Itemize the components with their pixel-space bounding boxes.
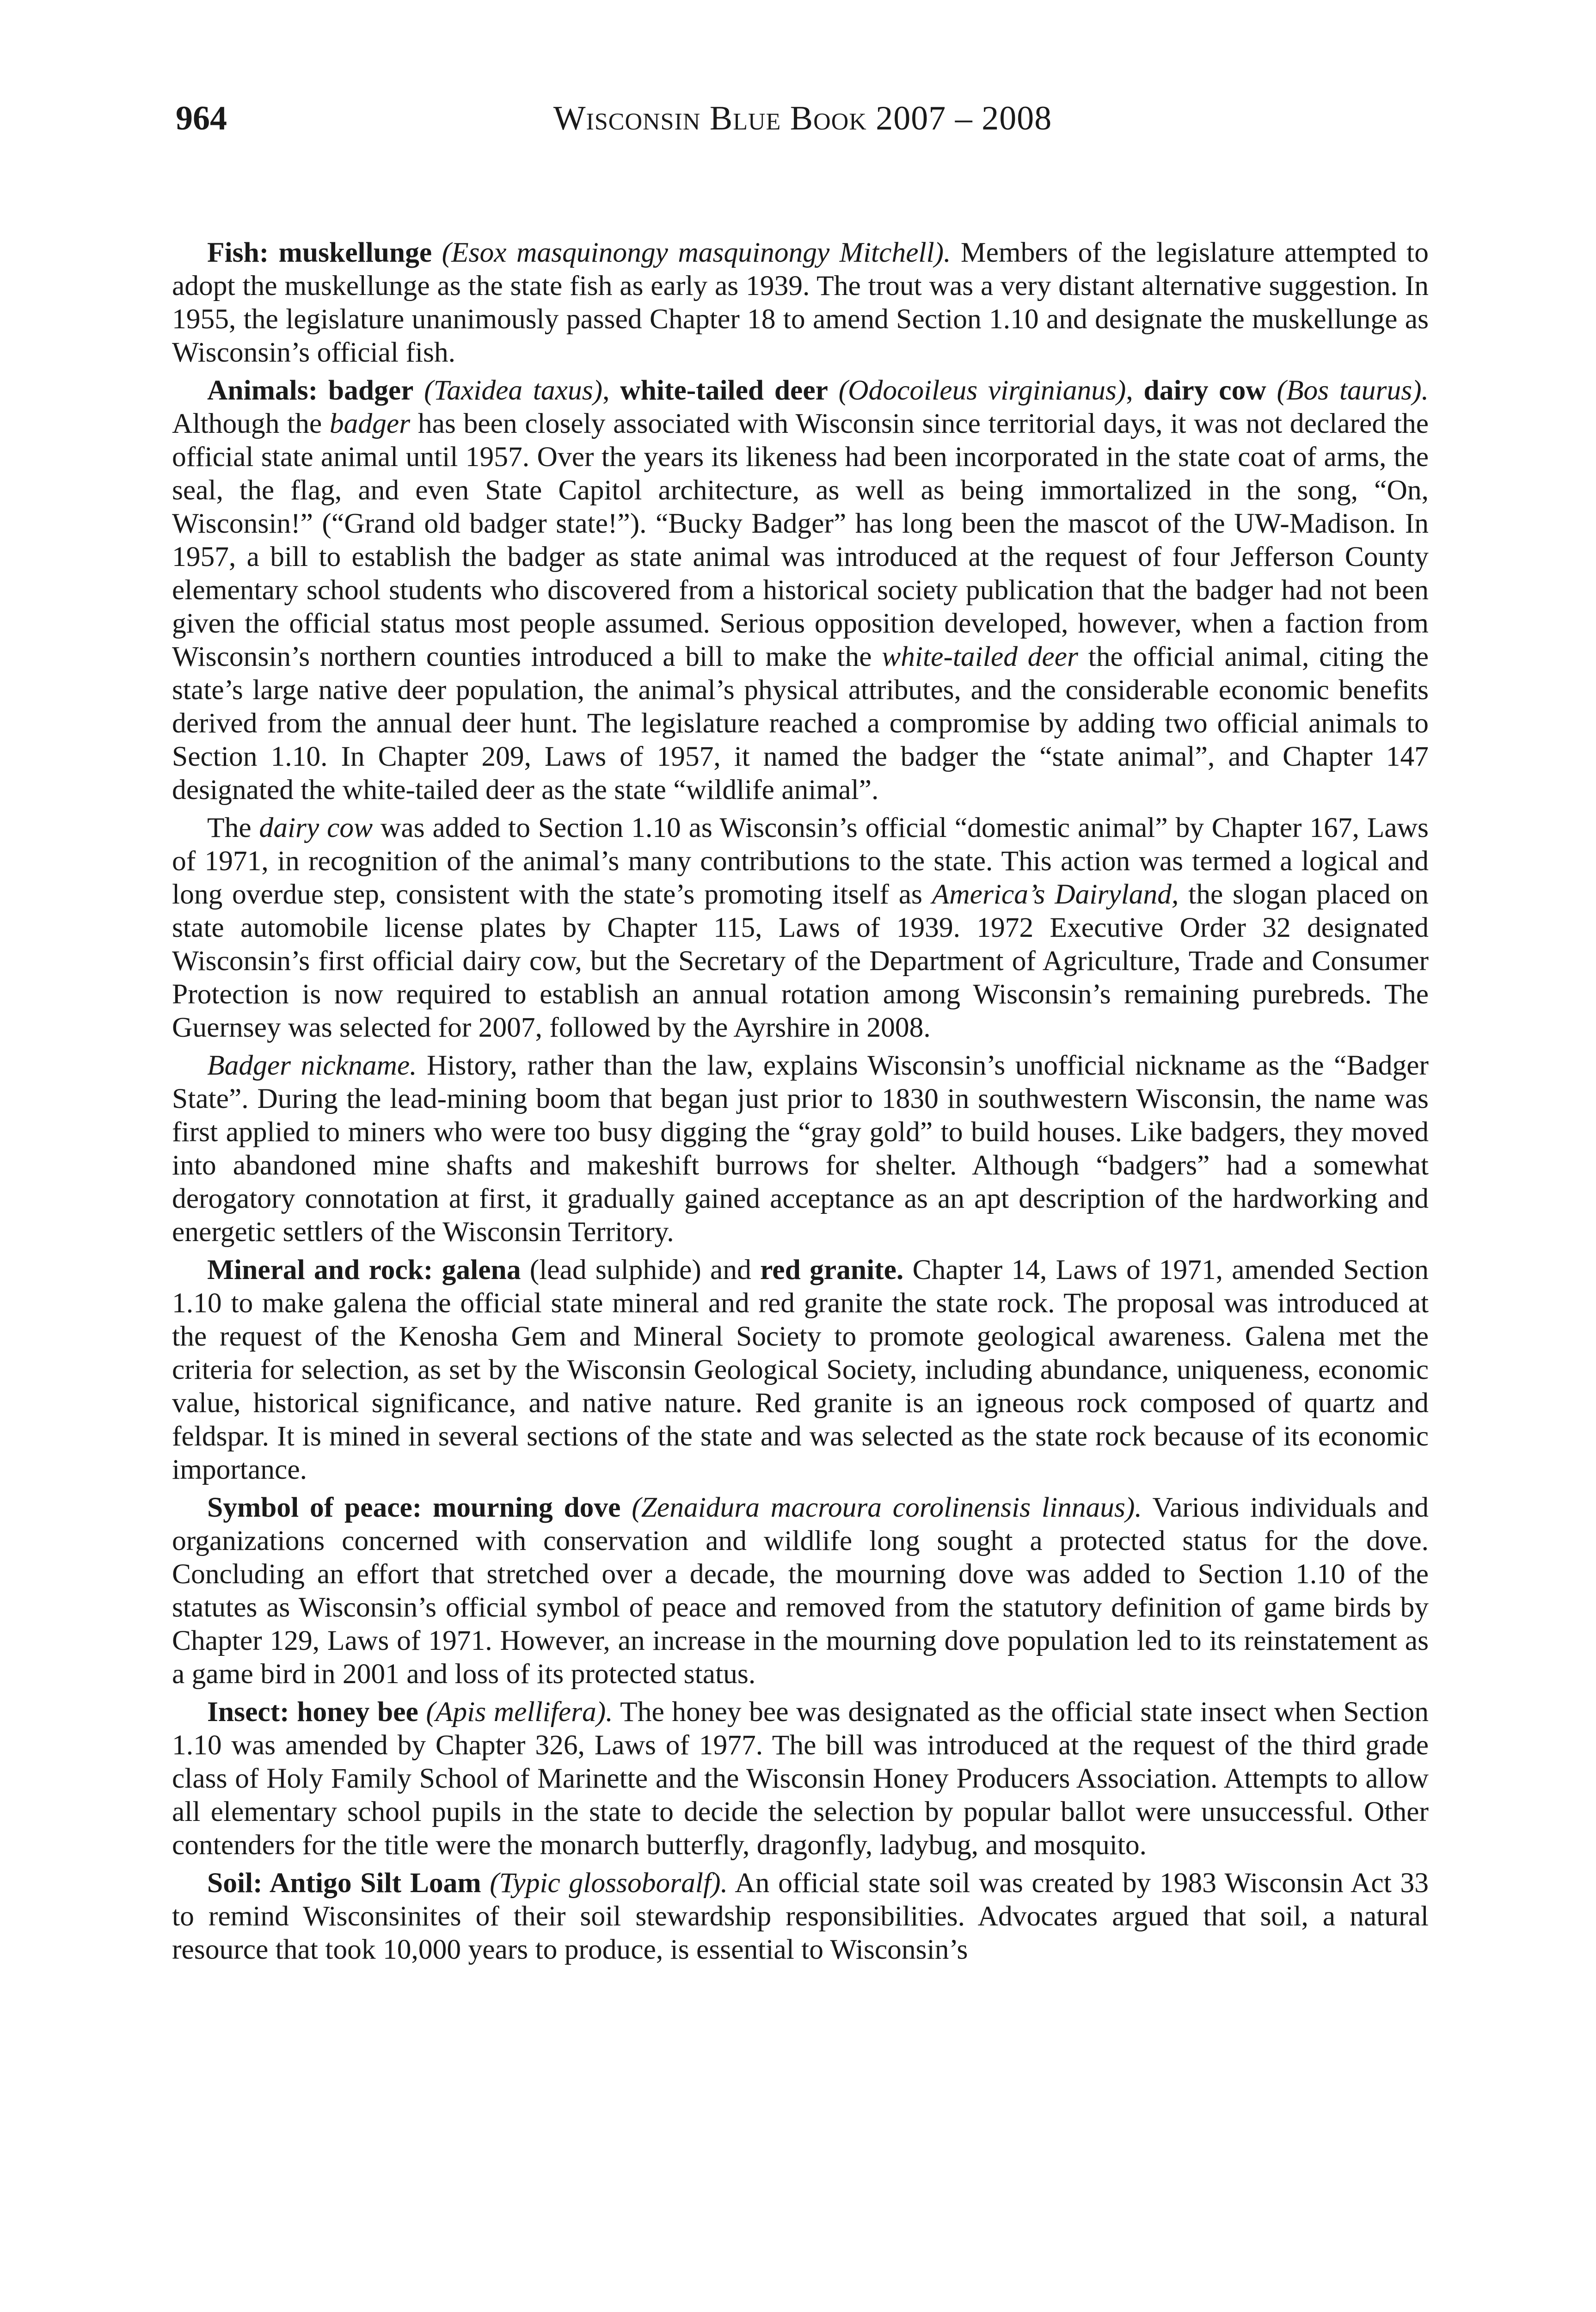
separator: , <box>602 375 620 406</box>
paragraph-fish <box>172 236 1429 369</box>
text-mineral-2: Chapter 14, Laws of 1971, amended Section 1.10 to make galena the official state mineral and red granite the state rock. The proposal was introduced at the request of the Kenosha Gem and Mineral Society to promote geological awareness. Galena met the criteria for selection, as set by the Wisconsin Geological Society, including abundance, uniqueness, economic value, historical significance, and native nature. Red granite is an igneous rock composed of quartz and feldspar. It is mined in several sections of the state and was selected as the state rock because of its economic importance. <box>172 1254 1429 1485</box>
text-dairy-3: the slogan placed on state automobile license plates by Chapter 115, Laws of 1939. 1972 Executive Order 32 designated Wisconsin’s first official dairy cow, but the Secretary of the Department of Agriculture, Trade and Consumer Protection is now required to establish an annual rotation among Wisconsin’s remaining purebreds. The Guernsey was selected for 2007, followed by the Ayrshire in 2008. <box>172 879 1429 1043</box>
heading-nickname: Badger nickname. <box>207 1050 417 1081</box>
separator: , <box>1126 375 1144 406</box>
running-head <box>176 91 1430 146</box>
heading-insect: Insect: honey bee <box>207 1696 418 1728</box>
text-animals-2: has been closely associated with Wisconsin since territorial days, it was not declared the official state animal until 1957. Over the years its likeness had been incorporated in the state coat of arms, the seal, the flag, and even State Capitol architecture, as well as being immortalized in the song, “On, Wisconsin!” (“Grand old badger state!”). “Bucky Badger” has long been the mascot of the UW-Madison. In 1957, a bill to establish the badger as state animal was introduced at the request of four Jefferson County elementary school students who discovered from a historical society publication that the badger had not been given the official status most people assumed. Serious opposition developed, however, when a faction from Wisconsin’s northern counties introduced a bill to make the <box>172 408 1429 672</box>
heading-deer: white-tailed deer <box>620 375 828 406</box>
paragraph-dairy-cow <box>172 811 1429 1044</box>
paragraph-animals <box>172 374 1429 806</box>
text-insect: The honey bee was designated as the official state insect when Section 1.10 was amended by Chapter 326, Laws of 1977. The bill was introduced at the request of the third grade class of Holy Family School of Marinette and the Wisconsin Honey Producers Association. Attempts to allow all elementary school pupils in the state to decide the selection by popular ballot were unsuccessful. Other contenders for the title were the monarch butterfly, dragonfly, ladybug, and mosquito. <box>172 1696 1429 1861</box>
italic-deer: white-tailed deer <box>882 641 1078 672</box>
paragraph-mineral <box>172 1253 1429 1486</box>
heading-soil: Soil: Antigo Silt Loam <box>207 1867 481 1899</box>
heading-peace: Symbol of peace: mourning dove <box>207 1492 621 1523</box>
paragraph-nickname <box>172 1049 1429 1248</box>
heading-animals: Animals: badger <box>207 375 414 406</box>
sci-name-cow: (Bos taurus). <box>1266 375 1429 406</box>
text-animals-1: Although the <box>172 408 330 439</box>
sci-name-fish: (Esox masquinongy masquinongy Mitchell). <box>432 237 951 268</box>
sci-name-bee: (Apis mellifera). <box>418 1696 613 1728</box>
text-nickname: History, rather than the law, explains Wisconsin’s unofficial nickname as the “Badger State”. During the lead-mining boom that began just prior to 1830 in southwestern Wisconsin, the name was first applied to miners who were too busy digging the “gray gold” to build houses. Like badgers, they moved into abandoned mine shafts and makeshift burrows for shelter. Although “badgers” had a somewhat derogatory connotation at first, it gradually gained acceptance as an apt description of the hardworking and energetic settlers of the Wisconsin Territory. <box>172 1050 1429 1248</box>
sci-name-dove: (Zenaidura macroura corolinensis linnaus). <box>620 1492 1142 1523</box>
heading-dairy-cow: dairy cow <box>1143 375 1266 406</box>
italic-dairy-cow: dairy cow <box>259 812 373 843</box>
sci-name-deer: (Odocoileus virginianus) <box>828 375 1126 406</box>
italic-slogan: America’s Dairyland, <box>932 879 1179 910</box>
text-peace: Various individuals and organizations concerned with conservation and wildlife long sought a protected status for the dove. Concluding an effort that stretched over a decade, the mourning dove was added to Section 1.10 of the statutes as Wisconsin’s official symbol of peace and removed from the statutory definition of game birds by Chapter 129, Laws of 1971. However, an increase in the mourning dove population led to its reinstatement as a game bird in 2001 and loss of its protected status. <box>172 1492 1429 1690</box>
text-mineral-1: (lead sulphide) and <box>521 1254 761 1285</box>
text-soil: An official state soil was created by 1983 Wisconsin Act 33 to remind Wisconsinites of their soil stewardship responsibilities. Advocates argued that soil, a natural resource that took 10,000 years to produce, is essential to Wisconsin’s <box>172 1867 1429 1965</box>
body-text <box>172 236 1429 1966</box>
page-number: 964 <box>176 99 227 137</box>
text-dairy-1: The <box>207 812 259 843</box>
paragraph-insect <box>172 1695 1429 1862</box>
paragraph-peace <box>172 1491 1429 1691</box>
heading-granite: red granite. <box>760 1254 904 1285</box>
heading-fish: Fish: muskellunge <box>207 237 432 268</box>
text-animals-3: the official animal, citing the state’s large native deer population, the animal’s physical attributes, and the considerable economic benefits derived from the annual deer hunt. The legislature reached a compromise by adding two official animals to Section 1.10. In Chapter 209, Laws of 1957, it named the badger the “state animal”, and Chapter 147 designated the white-tailed deer as the state “wildlife animal”. <box>172 641 1429 806</box>
text-dairy-2: was added to Section 1.10 as Wisconsin’s official “domestic animal” by Chapter 167, Laws of 1971, in recognition of the animal’s many contributions to the state. This action was termed a logical and long overdue step, consistent with the state’s promoting itself as <box>172 812 1429 910</box>
heading-mineral: Mineral and rock: galena <box>207 1254 521 1285</box>
italic-badger: badger <box>329 408 411 439</box>
sci-name-badger: (Taxidea taxus) <box>413 375 603 406</box>
header-title: Wisconsin Blue Book 2007 – 2008 <box>553 99 1052 137</box>
sci-name-soil: (Typic glossoboralf). <box>481 1867 728 1899</box>
paragraph-soil <box>172 1866 1429 1966</box>
text-fish: Members of the legislature attempted to adopt the muskellunge as the state fish as early as 1939. The trout was a very distant alternative suggestion. In 1955, the legislature unanimously passed Chapter 18 to amend Section 1.10 and designate the muskellunge as Wisconsin’s official fish. <box>172 237 1429 368</box>
